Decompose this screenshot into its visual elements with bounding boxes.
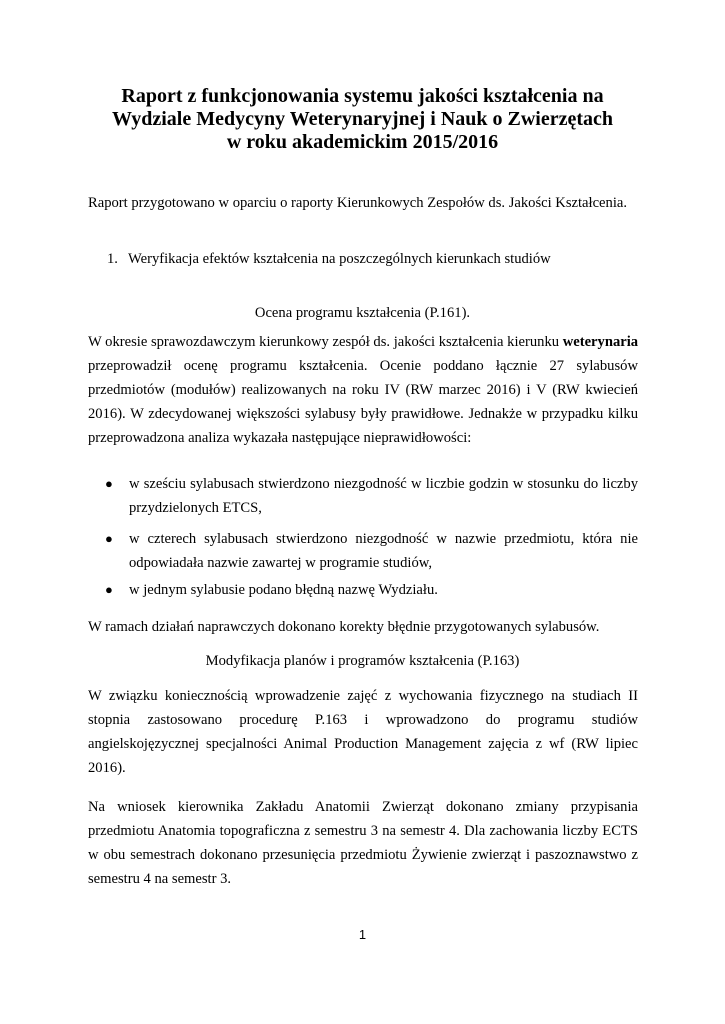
section-1-heading	[107, 251, 551, 268]
intro-paragraph: Raport przygotowano w oparciu o raporty Kierunkowych Zespołów ds. Jakości Kształcenia.	[88, 195, 628, 211]
subsection-2-paragraph-1	[88, 684, 638, 780]
bullet-line: w jednym sylabusie podano błędną nazwę Wydziału.	[129, 582, 438, 598]
subsection-1-heading: Ocena programu kształcenia (P.161).	[254, 305, 471, 321]
bullet-line: odpowiadała nazwie zawartej w programie studiów,	[129, 555, 432, 571]
subsection-2-heading: Modyfikacja planów i programów kształcenia (P.163)	[205, 653, 520, 669]
subsection-1-paragraph-1	[88, 330, 638, 450]
paragraph-line	[88, 330, 638, 354]
title-line-2: Wydziale Medycyny Weterynaryjnej i Nauk o Zwierzętach	[111, 108, 614, 130]
paragraph-line: 2016).	[88, 760, 126, 776]
bullet-line: w sześciu sylabusach stwierdzono niezgodność w liczbie godzin w stosunku do liczby	[129, 476, 638, 492]
paragraph-line: angielskojęzycznej specjalności Animal Production Management zajęcia z wf (RW lipiec	[88, 736, 638, 752]
page-number: 1	[358, 927, 367, 942]
paragraph-line: W ramach działań naprawczych dokonano korekty błędnie przygotowanych sylabusów.	[88, 619, 600, 635]
section-1-number: 1.	[107, 251, 118, 267]
subsection-2-paragraph-2	[88, 795, 638, 891]
report-title	[0, 85, 725, 154]
paragraph-line: przeprowadzona analiza wykazała następujące nieprawidłowości:	[88, 430, 472, 446]
subsection-1-paragraph-2	[88, 615, 638, 639]
bullet-dot-icon: ●	[105, 582, 113, 597]
paragraph-line: w obu semestrach dokonano przesunięcia przedmiotu Żywienie zwierząt i paszoznawstwo z	[88, 847, 638, 863]
bullet-line: w czterech sylabusach stwierdzono niezgodność w nazwie przedmiotu, która nie	[129, 531, 638, 547]
bullet-line: przydzielonych ETCS,	[129, 500, 262, 516]
field-name-bold: weterynaria	[562, 334, 639, 350]
paragraph-line: Na wniosek kierownika Zakładu Anatomii Zwierząt dokonano zmiany przypisania	[88, 799, 638, 815]
bullet-dot-icon: ●	[105, 476, 113, 491]
paragraph-line: W związku koniecznością wprowadzenie zajęć z wychowania fizycznego na studiach II	[88, 688, 638, 704]
bullet-dot-icon: ●	[105, 531, 113, 546]
paragraph-line: przedmiotu Anatomia topograficzna z semestru 3 na semestr 4. Dla zachowania liczby ECTS	[88, 823, 638, 839]
paragraph-line: semestru 4 na semestr 3.	[88, 871, 232, 887]
paragraph-line: 2016). W zdecydowanej większości sylabusy były prawidłowe. Jednakże w przypadku kilku	[88, 406, 638, 422]
title-line-3: w roku akademickim 2015/2016	[226, 131, 499, 153]
section-1-label: Weryfikacja efektów kształcenia na poszczególnych kierunkach studiów	[128, 251, 551, 267]
paragraph-line: przeprowadził ocenę programu kształcenia. Ocenie poddano łącznie 27 sylabusów	[88, 358, 638, 374]
title-line-1: Raport z funkcjonowania systemu jakości kształcenia na	[121, 85, 604, 107]
paragraph-line: przedmiotów (modułów) realizowanych na roku IV (RW marzec 2016) i V (RW kwiecień	[88, 382, 638, 398]
paragraph-text: W okresie sprawozdawczym kierunkowy zespół ds. jakości kształcenia kierunku	[88, 334, 563, 350]
paragraph-line: stopnia zastosowano procedurę P.163 i wprowadzono do programu studiów	[88, 712, 638, 728]
